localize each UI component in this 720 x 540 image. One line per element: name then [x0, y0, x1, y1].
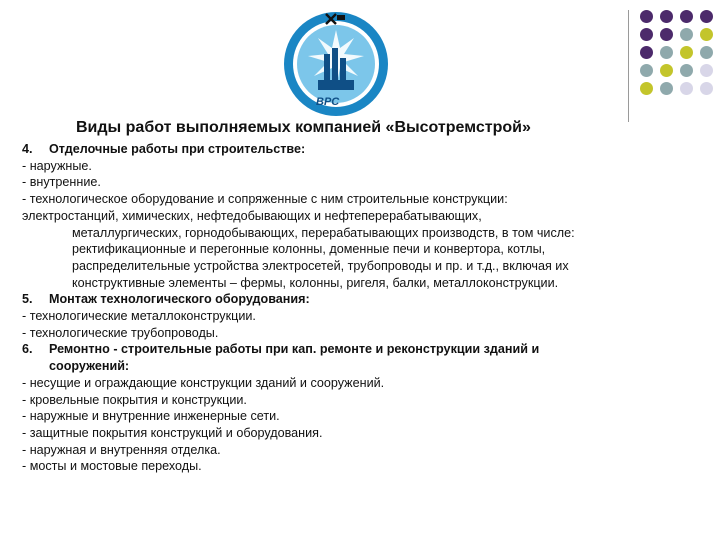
decorative-divider — [628, 10, 629, 122]
decor-dot — [640, 82, 653, 95]
section-title-continued: сооружений: — [49, 359, 130, 374]
decor-dot — [640, 10, 653, 23]
works-list — [22, 141, 690, 475]
decor-dot — [660, 46, 673, 59]
list-item: - наружная и внутренняя отделка. — [22, 442, 221, 457]
list-item: ректификационные и перегонные колонны, доменные печи и конвертора, котлы, — [72, 242, 546, 257]
list-item: распределительные устройства электросетей, трубопроводы и пр. и т.д., включая их — [72, 258, 569, 273]
section-heading — [22, 291, 690, 308]
decor-dot — [640, 28, 653, 41]
decor-dot — [660, 10, 673, 23]
list-item: - защитные покрытия конструкций и оборудования. — [22, 425, 323, 440]
list-item: - наружные и внутренние инженерные сети. — [22, 409, 280, 424]
list-item: - мосты и мостовые переходы. — [22, 459, 202, 474]
decor-dot — [680, 82, 693, 95]
section-number: 5. — [22, 292, 33, 307]
list-item: электростанций, химических, нефтедобывающих и нефтеперерабатывающих, — [22, 208, 482, 223]
list-item: - технологические трубопроводы. — [22, 325, 219, 340]
decor-dot — [680, 64, 693, 77]
page-title: Виды работ выполняемых компанией «Высотремстрой» — [76, 119, 531, 136]
decorative-dot-grid — [640, 10, 713, 95]
decor-dot — [680, 10, 693, 23]
decor-dot — [640, 64, 653, 77]
section-heading — [22, 141, 690, 158]
section-number: 6. — [22, 342, 33, 357]
list-item: - внутренние. — [22, 175, 101, 190]
decor-dot — [660, 82, 673, 95]
list-item: - технологическое оборудование и сопряженные с ним строительные конструкции: — [22, 192, 508, 207]
list-item: - кровельные покрытия и конструкции. — [22, 392, 247, 407]
decor-dot — [680, 28, 693, 41]
section-heading — [22, 341, 690, 358]
decor-dot — [700, 10, 713, 23]
decor-dot — [660, 28, 673, 41]
section-title: Ремонтно - строительные работы при кап. ремонте и реконструкции зданий и — [49, 342, 540, 357]
section-number: 4. — [22, 142, 33, 156]
list-item: - технологические металлоконструкции. — [22, 309, 256, 324]
company-logo — [280, 8, 392, 118]
decor-dot — [640, 46, 653, 59]
logo-text: ВРС — [316, 96, 340, 108]
decor-dot — [660, 64, 673, 77]
list-item: - несущие и ограждающие конструкции зданий и сооружений. — [22, 375, 385, 390]
decor-dot — [700, 28, 713, 41]
decor-dot — [680, 46, 693, 59]
list-item: металлургических, горнодобывающих, перерабатывающих производств, в том числе: — [72, 225, 575, 240]
list-item: - наружные. — [22, 158, 92, 173]
decor-dot — [700, 46, 713, 59]
decor-dot — [700, 82, 713, 95]
decor-dot — [700, 64, 713, 77]
list-item: конструктивные элементы – фермы, колонны, ригеля, балки, металлоконструкции. — [72, 275, 559, 290]
section-title: Монтаж технологического оборудования: — [49, 292, 310, 307]
section-title: Отделочные работы при строительстве: — [49, 142, 306, 156]
